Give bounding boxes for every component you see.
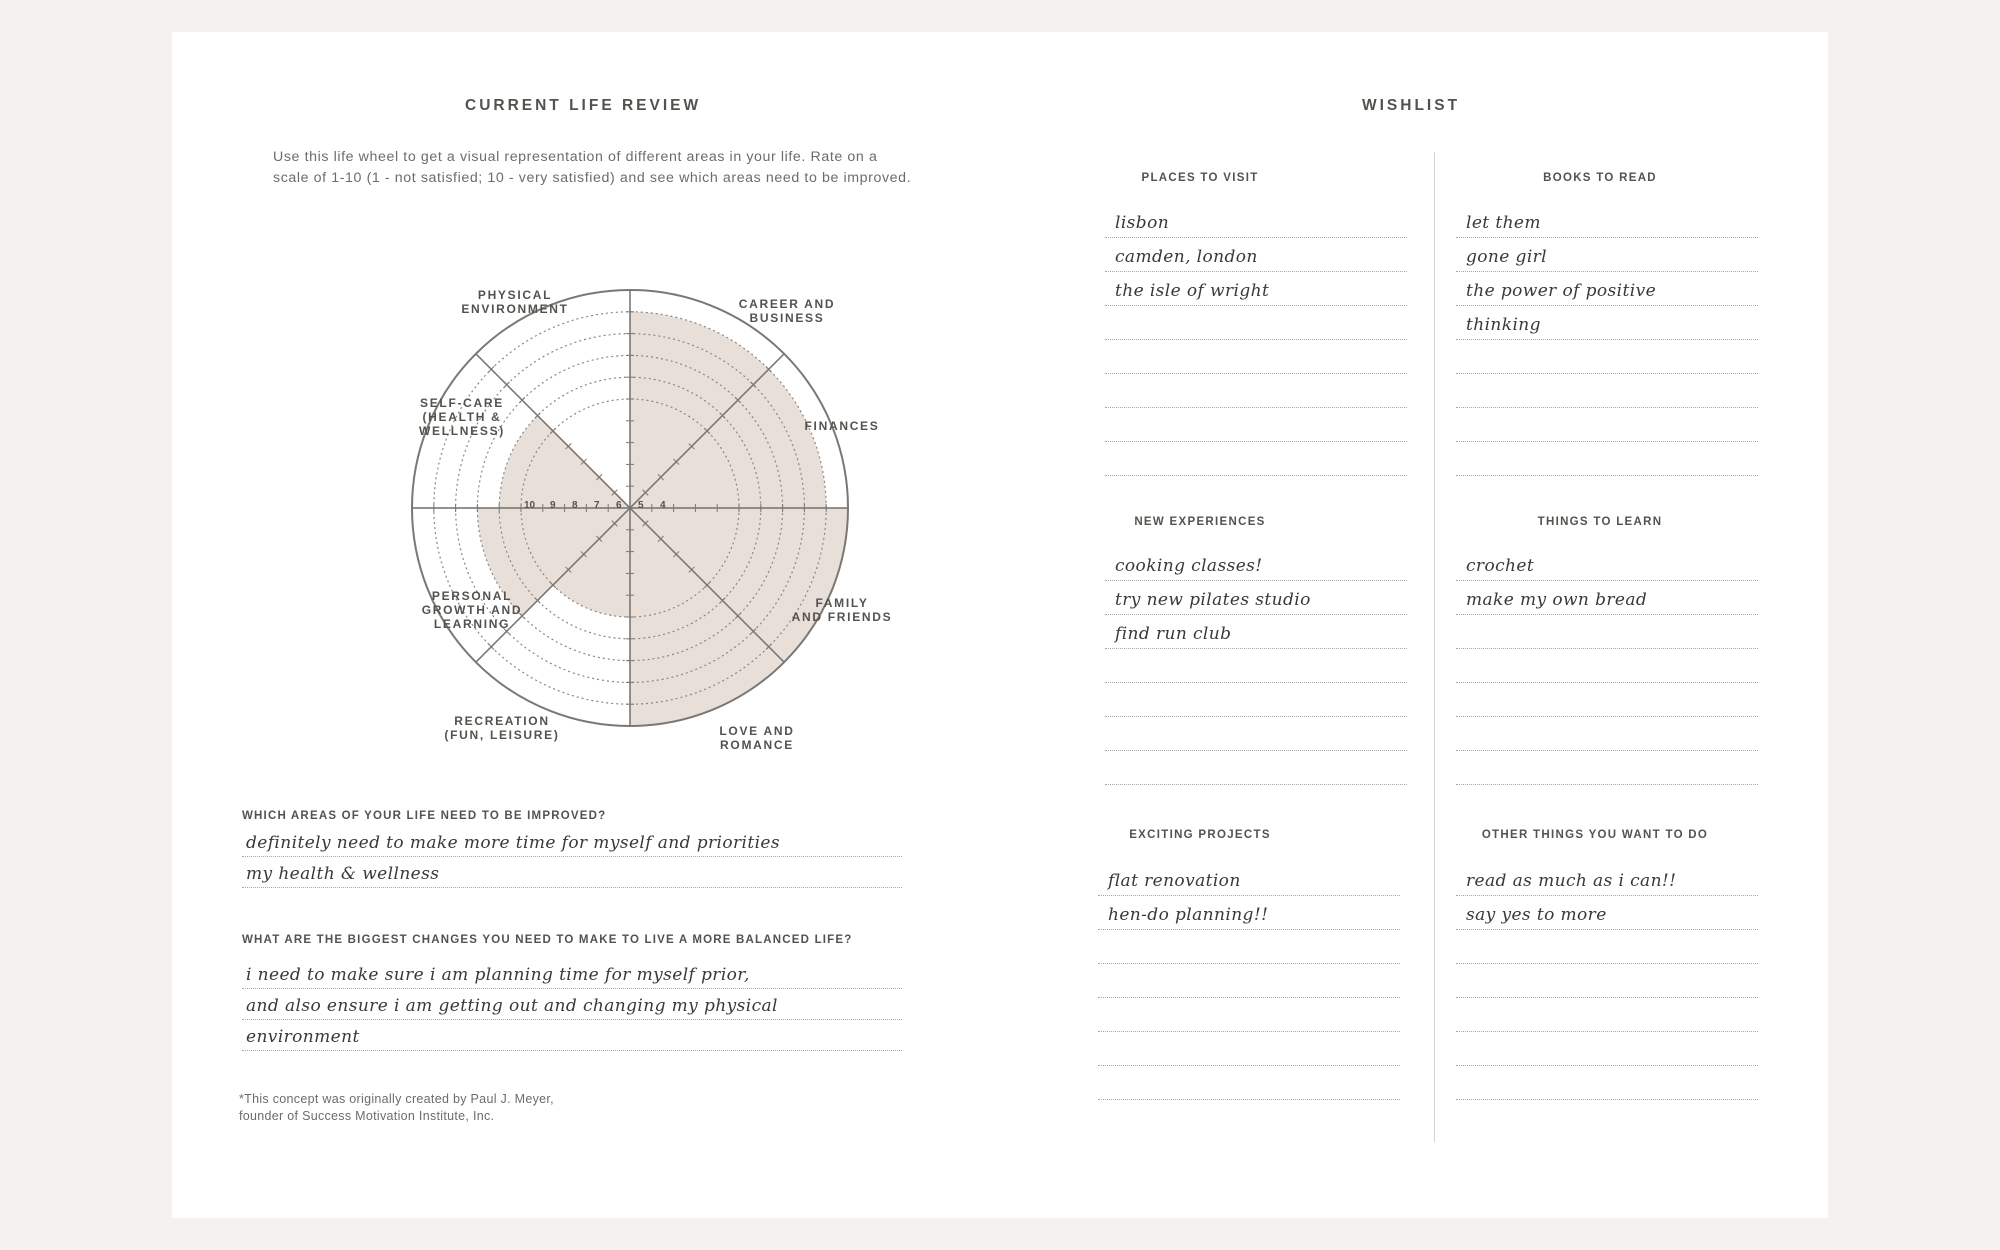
scale-7: 7 xyxy=(594,500,600,511)
list-item xyxy=(1456,751,1758,785)
answer-line: my health & wellness xyxy=(242,857,902,888)
list-item xyxy=(1105,751,1407,785)
list-item xyxy=(1456,374,1758,408)
list-item xyxy=(1098,1032,1400,1066)
label-love-romance: LOVE AND ROMANCE xyxy=(719,724,795,752)
answer-line: i need to make sure i am planning time for myself prior, xyxy=(242,958,902,989)
scale-8: 8 xyxy=(572,500,578,511)
list-item: let them xyxy=(1456,204,1758,238)
list-item xyxy=(1456,649,1758,683)
list-item xyxy=(1098,964,1400,998)
list-item xyxy=(1456,930,1758,964)
scale-6: 6 xyxy=(616,500,622,511)
list-item xyxy=(1456,683,1758,717)
label-career-business: CAREER AND BUSINESS xyxy=(738,297,836,325)
list-item: lisbon xyxy=(1105,204,1407,238)
column-divider xyxy=(1434,152,1435,1142)
list-item: flat renovation xyxy=(1098,862,1400,896)
life-review-page xyxy=(172,32,1000,1218)
list-item xyxy=(1105,683,1407,717)
list-item xyxy=(1105,306,1407,340)
list-item xyxy=(1456,340,1758,374)
list-item: read as much as i can!! xyxy=(1456,862,1758,896)
label-physical-environment: PHYSICAL ENVIRONMENT xyxy=(461,288,569,316)
list-item: cooking classes! xyxy=(1105,547,1407,581)
list-item: the power of positive xyxy=(1456,272,1758,306)
label-recreation: RECREATION (FUN, LEISURE) xyxy=(444,714,560,742)
journal-spread xyxy=(172,32,1828,1218)
scale-5: 5 xyxy=(638,500,644,511)
footnote-line: founder of Success Motivation Institute, Inc. xyxy=(239,1109,495,1123)
list-item xyxy=(1456,442,1758,476)
books-list[interactable] xyxy=(1456,204,1758,476)
learn-title: THINGS TO LEARN xyxy=(1537,516,1663,528)
question-improve: WHICH AREAS OF YOUR LIFE NEED TO BE IMPROVED? xyxy=(242,810,607,822)
list-item: say yes to more xyxy=(1456,896,1758,930)
scale-9: 9 xyxy=(550,500,556,511)
label-self-care: SELF-CARE (HEALTH & WELLNESS) xyxy=(419,396,505,438)
wishlist-page xyxy=(1000,32,1828,1218)
list-item: crochet xyxy=(1456,547,1758,581)
footnote xyxy=(239,1091,554,1125)
label-family-friends: FAMILY AND FRIENDS xyxy=(791,596,893,624)
life-wheel xyxy=(252,242,952,762)
projects-list[interactable] xyxy=(1098,862,1400,1100)
list-item xyxy=(1098,1066,1400,1100)
list-item: camden, london xyxy=(1105,238,1407,272)
list-item: try new pilates studio xyxy=(1105,581,1407,615)
intro-text: Use this life wheel to get a visual representation of different areas in your life. Rate on a scale of 1-10 (1 - not satisfied; 10 - very satisfied) and see which areas need to be improved. xyxy=(273,149,912,186)
page-title: CURRENT LIFE REVIEW xyxy=(465,97,702,114)
list-item xyxy=(1098,998,1400,1032)
list-item: gone girl xyxy=(1456,238,1758,272)
experiences-title: NEW EXPERIENCES xyxy=(1134,516,1266,528)
places-title: PLACES TO VISIT xyxy=(1141,172,1259,184)
answer-line: environment xyxy=(242,1020,902,1051)
list-item: thinking xyxy=(1456,306,1758,340)
question-balance: WHAT ARE THE BIGGEST CHANGES YOU NEED TO MAKE TO LIVE A MORE BALANCED LIFE? xyxy=(242,934,853,946)
places-list[interactable] xyxy=(1105,204,1407,476)
list-item xyxy=(1105,717,1407,751)
list-item xyxy=(1105,340,1407,374)
list-item xyxy=(1105,442,1407,476)
list-item xyxy=(1105,649,1407,683)
list-item xyxy=(1456,1032,1758,1066)
list-item xyxy=(1456,964,1758,998)
list-item xyxy=(1456,408,1758,442)
list-item xyxy=(1098,930,1400,964)
experiences-list[interactable] xyxy=(1105,547,1407,785)
label-personal-growth: PERSONAL GROWTH AND LEARNING xyxy=(421,589,523,631)
other-title: OTHER THINGS YOU WANT TO DO xyxy=(1481,829,1709,841)
projects-title: EXCITING PROJECTS xyxy=(1129,829,1271,841)
list-item xyxy=(1105,374,1407,408)
list-item xyxy=(1105,408,1407,442)
answer-line: and also ensure i am getting out and changing my physical xyxy=(242,989,902,1020)
list-item: find run club xyxy=(1105,615,1407,649)
list-item xyxy=(1456,615,1758,649)
scale-10: 10 xyxy=(524,500,536,511)
page-title: WISHLIST xyxy=(1362,97,1461,114)
answer-line: definitely need to make more time for myself and priorities xyxy=(242,826,902,857)
list-item: make my own bread xyxy=(1456,581,1758,615)
other-list[interactable] xyxy=(1456,862,1758,1100)
list-item: the isle of wright xyxy=(1105,272,1407,306)
learn-list[interactable] xyxy=(1456,547,1758,785)
footnote-line: *This concept was originally created by Paul J. Meyer, xyxy=(239,1092,554,1106)
list-item xyxy=(1456,717,1758,751)
list-item: hen-do planning!! xyxy=(1098,896,1400,930)
answer-improve[interactable] xyxy=(242,826,902,888)
label-finances: FINANCES xyxy=(804,419,880,433)
list-item xyxy=(1456,998,1758,1032)
scale-4: 4 xyxy=(660,500,666,511)
list-item xyxy=(1456,1066,1758,1100)
books-title: BOOKS TO READ xyxy=(1543,172,1657,184)
answer-balance[interactable] xyxy=(242,958,902,1051)
